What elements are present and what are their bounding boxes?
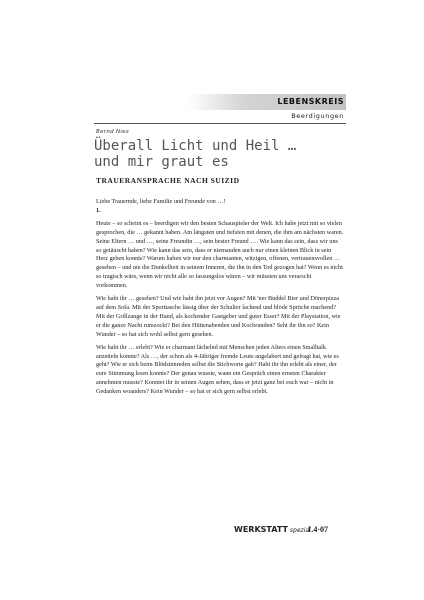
article-title	[94, 138, 296, 170]
subsection-label: Beerdigungen	[291, 112, 344, 120]
paragraph-1: Heute – so scheint es – beerdigen wir den besten Schauspieler der Welt. Ich habe jetzt mit so vielen gesprochen, die … gekannt haben. Am längsten und tiefsten mit denen, die ihm am nächsten waren. Seine Eltern … und …, seine Freundin …, sein bester Freund …. Wie kann das sein, dass wir uns so getäuscht haben? Wie kann das sein, dass er niemanden auch nur einen kleinen Blick in sein Herz geben konnte? Warum haben wir nur den charmanten, witzigen, offenen, vertrauensvollen … gesehen – und nie die Dunkelheit in seinem Inneren, die ihn in den Tod gezogen hat? Wenn es nicht so tragisch wäre, wenn wir nicht alle so fassungslos wären – wir müssten uns verarscht vorkommen.	[96, 219, 344, 290]
paragraph-3: Wie habt ihr … erlebt? Wie er charmant lächelnd mit Menschen jeden Alters einen Smalltalk anzetteln konnte? Als …, der schon als 4-Jähriger fremde Leute angelabert und gefragt hat, wie es geht? Wie er sich beim Blödsinnreden selbst die Stichworte gab? Habt ihr ihn erlebt als einer, der eure Stimmung lesen konnte? Der genau wusste, wann ein Gespräch einen ernsten Charakter annehmen musste? Konntet ihr in seinen Augen sehen, dass er jetzt ganz bei euch war – nicht in Gedanken woanders? Kein Wunder – so hat er sich gern selbst erlebt.	[96, 343, 339, 396]
page-number: L4·07	[308, 525, 329, 534]
title-line-1: Überall Licht und Heil …	[94, 138, 297, 154]
paragraph-2: Wie habt ihr … gesehen? Und wie habt ihn jetzt vor Augen? Mit 'ner Buddel Bier und Dönerpizza auf dem Sofa. Mit der Sporttasche lässig über der Schulter lachend und blöde Sprüche machend? Mit der Grillzange in der Hand, als kochender Gastgeber und guter Esser? Mit der Playstation, wie er die ganze Nacht rumzockt? Bei den Hüttenabenden und Kochrunden? Seht ihr ihn so? Kein Wunder – so hat sich wohl selbst gern gesehen.	[96, 295, 341, 338]
salutation: Liebe Trauernde, liebe Familie und Freunde von …! 1.	[96, 198, 344, 216]
title-line-2: und mir graut es	[94, 154, 229, 170]
brand-sub: spezial	[289, 527, 311, 534]
article-body	[96, 198, 344, 401]
author-name: Bernd Nies	[96, 129, 130, 135]
brand-main: WERKSTATT	[234, 525, 288, 534]
section-label: LEBENSKREIS	[277, 97, 344, 106]
header-divider	[94, 123, 346, 124]
article-subtitle: TRAUERANSPRACHE NACH SUIZID	[96, 176, 240, 185]
brand-logo	[234, 525, 311, 534]
section-number: 1.	[96, 206, 101, 214]
